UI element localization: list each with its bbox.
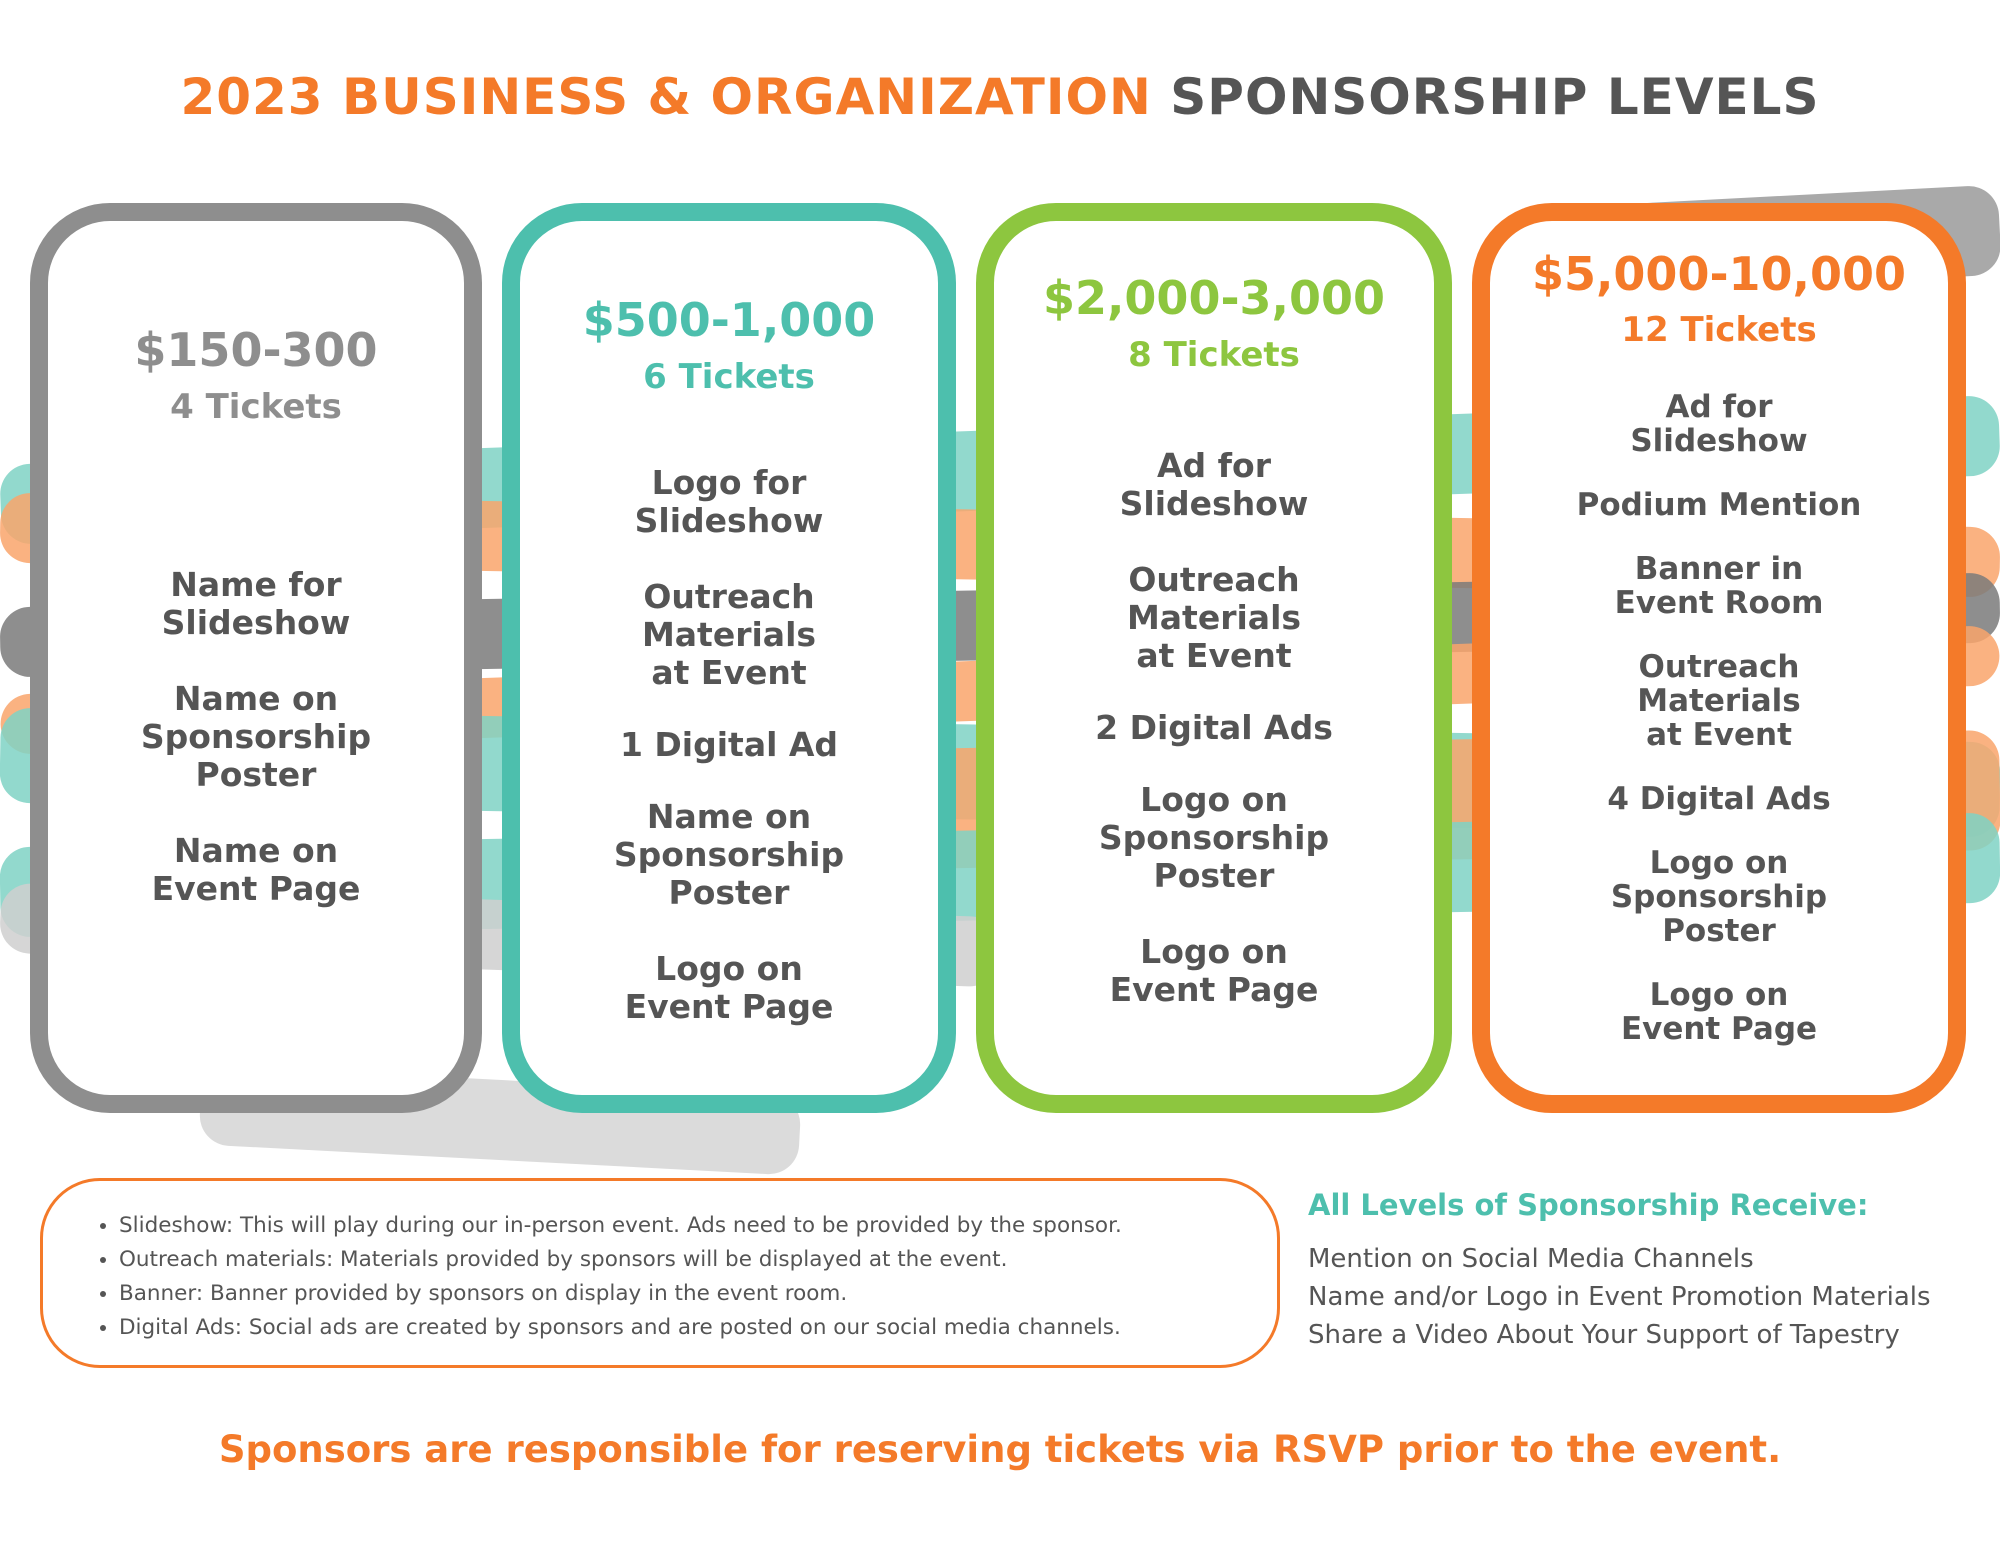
definitions-list [43,1209,1277,1345]
definition-item: • Digital Ads: Social ads are created by sponsors and are posted on our social media channels. [119,1311,1277,1345]
benefit-item: Banner in Event Room [1614,551,1824,621]
all-levels-section [1308,1188,1998,1354]
benefit-item: Logo on Event Page [1620,977,1818,1047]
benefit-item: Name on Sponsorship Poster [140,679,372,794]
benefit-item: Outreach Materials at Event [1637,649,1801,753]
benefit-item: Logo on Event Page [1109,932,1319,1009]
benefit-item: Ad for Slideshow [1630,389,1808,459]
all-levels-heading: All Levels of Sponsorship Receive: [1308,1188,1869,1222]
benefit-item: Outreach Materials at Event [641,577,817,692]
level-tickets: 8 Tickets [1128,335,1300,375]
sponsorship-card-500-1000 [502,203,956,1113]
level-tickets: 12 Tickets [1621,310,1817,350]
sponsorship-card-2000-3000 [976,203,1452,1113]
benefit-item: Name on Event Page [151,831,361,908]
benefit-item: 2 Digital Ads [1095,708,1333,747]
benefit-item: 1 Digital Ad [619,725,839,764]
benefit-item: Outreach Materials at Event [1126,560,1302,675]
benefit-item: 4 Digital Ads [1607,781,1831,817]
level-price: $500-1,000 [582,293,876,347]
benefits-list [520,464,938,1026]
sponsorship-card-150-300 [30,203,482,1113]
benefit-item: Logo on Sponsorship Poster [1610,845,1828,949]
sponsorship-card-5000-10000 [1472,203,1966,1113]
benefit-item: Ad for Slideshow [1119,446,1309,523]
benefits-list [994,447,1434,1009]
all-levels-item: Share a Video About Your Support of Tapestry [1308,1320,1900,1350]
level-price: $5,000-10,000 [1531,247,1907,301]
benefit-item: Logo for Slideshow [634,463,824,540]
definitions-box [40,1178,1280,1368]
all-levels-item: Name and/or Logo in Event Promotion Materials [1308,1282,1931,1312]
definition-item: • Slideshow: This will play during our in-person event. Ads need to be provided by the sponsor. [119,1209,1277,1243]
benefit-item: Logo on Sponsorship Poster [1098,780,1330,895]
benefits-list [48,566,464,908]
title-part2: SPONSORSHIP LEVELS [1170,68,1820,126]
level-tickets: 4 Tickets [170,387,342,427]
level-price: $2,000-3,000 [1042,271,1386,325]
benefit-item: Name for Slideshow [161,565,351,642]
level-tickets: 6 Tickets [643,357,815,397]
definition-item: • Banner: Banner provided by sponsors on display in the event room. [119,1277,1277,1311]
title-part1: 2023 BUSINESS & ORGANIZATION [180,68,1152,126]
page-title [0,68,2000,126]
definition-item: • Outreach materials: Materials provided by sponsors will be displayed at the event. [119,1243,1277,1277]
benefit-item: Logo on Event Page [624,949,834,1026]
benefit-item: Podium Mention [1576,487,1862,523]
benefit-item: Name on Sponsorship Poster [613,797,845,912]
footer-notice: Sponsors are responsible for reserving tickets via RSVP prior to the event. [218,1428,1782,1471]
benefits-list [1490,390,1948,1046]
level-price: $150-300 [134,323,378,377]
all-levels-item: Mention on Social Media Channels [1308,1244,1754,1274]
